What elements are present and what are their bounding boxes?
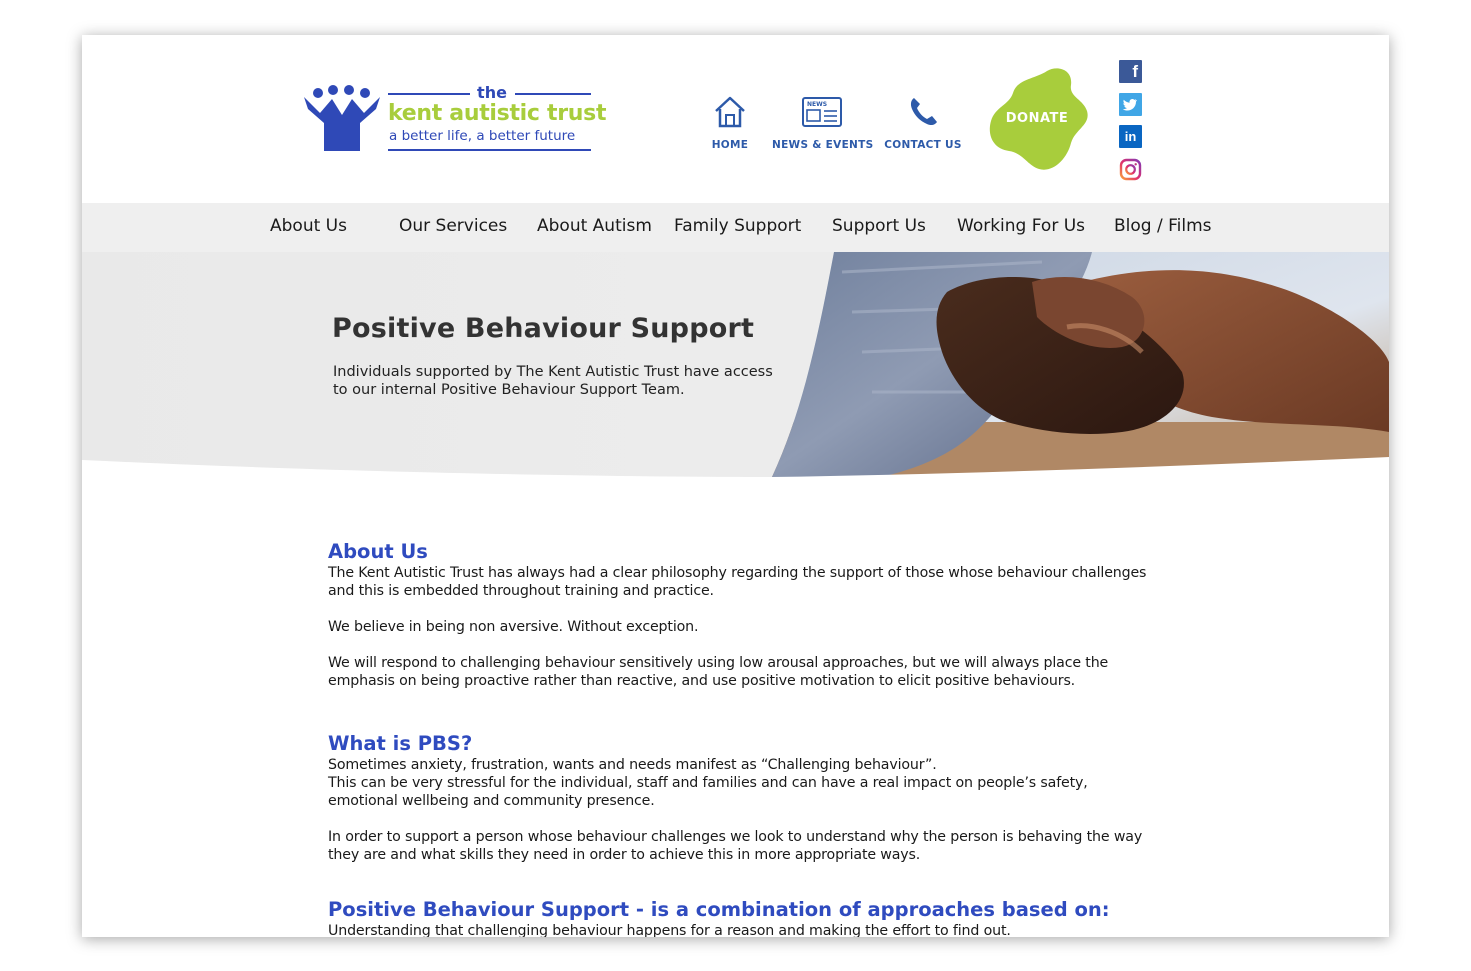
donate-button[interactable] <box>987 65 1097 175</box>
instagram-glyph-icon <box>1119 158 1142 181</box>
about-paragraph-3: We will respond to challenging behaviour sensitively using low arousal approaches, but we will always place the emphasis on being proactive rather than reactive, and use positive motivation to elicit positive behaviours. <box>328 655 1109 689</box>
what-is-pbs-heading: What is PBS? <box>328 732 473 755</box>
pbs-combination-heading: Positive Behaviour Support - is a combination of approaches based on: <box>328 898 1110 921</box>
menu-item-working-for-us[interactable]: Working For Us <box>957 216 1086 236</box>
header-nav-contact[interactable] <box>873 95 973 151</box>
header-nav-home-label: HOME <box>711 139 749 151</box>
logo-rule <box>515 93 591 95</box>
home-icon <box>712 95 748 129</box>
menu-item-support-us[interactable]: Support Us <box>832 216 926 236</box>
logo[interactable] <box>302 81 607 159</box>
page-title: Positive Behaviour Support <box>332 313 755 344</box>
logo-rule <box>388 149 591 151</box>
pbs-paragraph-1a: Sometimes anxiety, frustration, wants and needs manifest as “Challenging behaviour”. <box>328 757 937 773</box>
menu-item-about-us[interactable]: About Us <box>270 216 347 236</box>
header-nav-home[interactable] <box>680 95 780 151</box>
menu-item-blog-films[interactable]: Blog / Films <box>1114 216 1212 236</box>
about-paragraph-1: The Kent Autistic Trust has always had a clear philosophy regarding the support of those whose behaviour challenges and this is embedded throughout training and practice. <box>328 565 1147 599</box>
hands-photo <box>762 252 1389 477</box>
browser-frame <box>82 35 1389 937</box>
menu-item-our-services[interactable]: Our Services <box>399 216 508 236</box>
main-menu <box>82 203 1389 252</box>
about-paragraph-2: We believe in being non aversive. Without exception. <box>328 619 699 635</box>
header-nav-news[interactable] <box>772 95 872 151</box>
social-links <box>1119 60 1143 190</box>
pbs-paragraph-1b: This can be very stressful for the individual, staff and families and can have a real impact on people’s safety, emotional wellbeing and community presence. <box>328 775 1088 809</box>
combo-paragraph-1: Understanding that challenging behaviour happens for a reason and making the effort to find out. <box>328 923 1011 937</box>
logo-the: the <box>477 83 507 102</box>
instagram-icon[interactable] <box>1119 158 1142 181</box>
hero-intro-text: Individuals supported by The Kent Autistic Trust have access to our internal Positive Behaviour Support Team. <box>333 364 773 398</box>
logo-name: kent autistic trust <box>388 101 607 126</box>
about-us-heading: About Us <box>328 540 428 563</box>
logo-tagline: a better life, a better future <box>389 128 576 144</box>
pbs-paragraph-2: In order to support a person whose behaviour challenges we look to understand why the person is behaving the way they are and what skills they need in order to achieve this in more appropriate ways. <box>328 829 1143 863</box>
phone-icon <box>906 95 940 129</box>
menu-item-family-support[interactable]: Family Support <box>674 216 802 236</box>
twitter-icon[interactable] <box>1119 93 1142 116</box>
header-nav-contact-label: CONTACT US <box>884 139 962 151</box>
hero-banner <box>82 252 1389 477</box>
facebook-icon[interactable]: f <box>1119 60 1142 83</box>
logo-rule <box>388 93 470 95</box>
site-header <box>82 35 1389 203</box>
twitter-bird-icon <box>1119 93 1142 116</box>
newspaper-icon <box>800 95 844 129</box>
news-icon-text: NEWS <box>807 101 828 108</box>
header-nav-news-label: NEWS & EVENTS <box>772 139 874 151</box>
donate-label: DONATE <box>1005 111 1069 126</box>
main-content <box>328 540 1148 937</box>
menu-item-about-autism[interactable]: About Autism <box>537 216 652 236</box>
logo-people-icon <box>302 85 382 151</box>
linkedin-icon[interactable]: in <box>1119 125 1142 148</box>
